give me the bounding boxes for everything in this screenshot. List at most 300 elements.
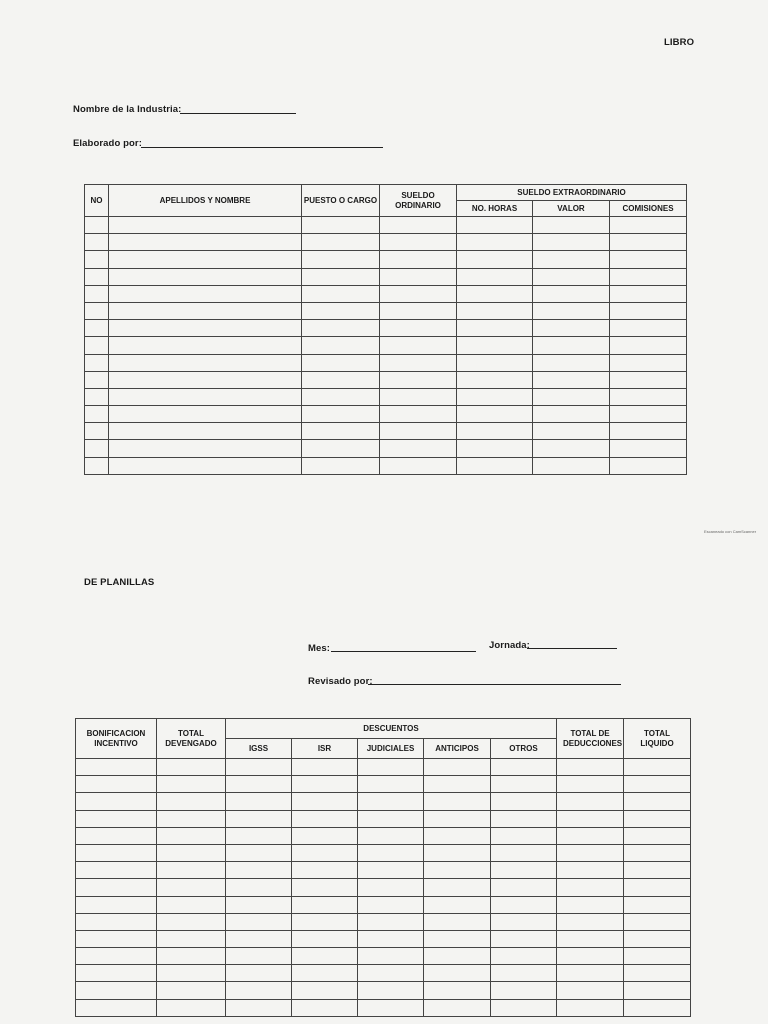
table-cell[interactable] <box>302 251 380 268</box>
table-cell[interactable] <box>85 320 109 337</box>
table-cell[interactable] <box>557 930 624 947</box>
table-row <box>76 827 691 844</box>
table-cell[interactable] <box>302 440 380 457</box>
table-cell[interactable] <box>380 268 457 285</box>
table-cell[interactable] <box>292 896 358 913</box>
table-cell[interactable] <box>157 965 226 982</box>
table-cell[interactable] <box>76 862 157 879</box>
table-cell[interactable] <box>157 827 226 844</box>
table-cell[interactable] <box>85 268 109 285</box>
de-planillas-title: DE PLANILLAS <box>84 577 155 588</box>
table-cell[interactable] <box>610 217 687 234</box>
industria-label: Nombre de la Industria: <box>73 104 182 115</box>
table-cell[interactable] <box>380 354 457 371</box>
table-cell[interactable] <box>157 862 226 879</box>
table-cell[interactable] <box>424 965 491 982</box>
col-apellidos: APELLIDOS Y NOMBRE <box>109 185 302 217</box>
table-cell[interactable] <box>226 948 292 965</box>
table-cell[interactable] <box>109 388 302 405</box>
table-cell[interactable] <box>358 982 424 999</box>
table-cell[interactable] <box>85 423 109 440</box>
table-cell[interactable] <box>424 999 491 1016</box>
table-cell[interactable] <box>610 285 687 302</box>
revisado-field[interactable] <box>368 684 621 685</box>
table-cell[interactable] <box>424 913 491 930</box>
table-cell[interactable] <box>424 844 491 861</box>
table-cell[interactable] <box>533 388 610 405</box>
table-cell[interactable] <box>358 793 424 810</box>
table-cell[interactable] <box>358 999 424 1016</box>
table-cell[interactable] <box>380 337 457 354</box>
table-row <box>76 896 691 913</box>
table-cell[interactable] <box>358 844 424 861</box>
table-cell[interactable] <box>358 879 424 896</box>
col-anticipos: ANTICIPOS <box>424 739 491 759</box>
table-cell[interactable] <box>302 406 380 423</box>
table-cell[interactable] <box>380 406 457 423</box>
table-cell[interactable] <box>76 913 157 930</box>
col-isr: ISR <box>292 739 358 759</box>
table-cell[interactable] <box>424 759 491 776</box>
table-cell[interactable] <box>76 982 157 999</box>
table-cell[interactable] <box>533 251 610 268</box>
table-cell[interactable] <box>624 776 691 793</box>
table-cell[interactable] <box>533 217 610 234</box>
table-cell[interactable] <box>292 793 358 810</box>
table-cell[interactable] <box>157 879 226 896</box>
table-cell[interactable] <box>557 810 624 827</box>
table-cell[interactable] <box>624 930 691 947</box>
table-cell[interactable] <box>624 999 691 1016</box>
table-cell[interactable] <box>157 759 226 776</box>
table-cell[interactable] <box>226 827 292 844</box>
table-cell[interactable] <box>109 457 302 474</box>
table-cell[interactable] <box>457 251 533 268</box>
table-cell[interactable] <box>457 217 533 234</box>
table-cell[interactable] <box>610 251 687 268</box>
col-no-horas: NO. HORAS <box>457 201 533 217</box>
table-cell[interactable] <box>76 827 157 844</box>
jornada-field[interactable] <box>527 648 617 649</box>
mes-label: Mes: <box>308 643 331 654</box>
table-cell[interactable] <box>457 423 533 440</box>
table-cell[interactable] <box>491 965 557 982</box>
table-cell[interactable] <box>358 862 424 879</box>
table-cell[interactable] <box>624 827 691 844</box>
table-cell[interactable] <box>85 251 109 268</box>
table-cell[interactable] <box>85 388 109 405</box>
table-row <box>85 302 687 319</box>
deductions-table-body <box>76 759 691 1017</box>
table-row <box>76 879 691 896</box>
table-cell[interactable] <box>624 965 691 982</box>
col-total-deducciones: TOTAL DE DEDUCCIONES <box>557 719 624 759</box>
table-cell[interactable] <box>457 285 533 302</box>
table-cell[interactable] <box>85 440 109 457</box>
table-cell[interactable] <box>292 862 358 879</box>
table-cell[interactable] <box>457 320 533 337</box>
table-cell[interactable] <box>76 776 157 793</box>
table-cell[interactable] <box>109 423 302 440</box>
table-cell[interactable] <box>109 320 302 337</box>
scanner-watermark: Escaneado con CamScanner <box>704 529 757 534</box>
table-cell[interactable] <box>491 862 557 879</box>
table-cell[interactable] <box>76 810 157 827</box>
table-cell[interactable] <box>226 810 292 827</box>
table-cell[interactable] <box>610 406 687 423</box>
table-cell[interactable] <box>624 759 691 776</box>
table-cell[interactable] <box>226 776 292 793</box>
table-cell[interactable] <box>457 440 533 457</box>
table-cell[interactable] <box>424 879 491 896</box>
table-cell[interactable] <box>292 844 358 861</box>
table-cell[interactable] <box>85 217 109 234</box>
deductions-table <box>75 718 691 1017</box>
table-cell[interactable] <box>610 371 687 388</box>
table-cell[interactable] <box>424 862 491 879</box>
table-cell[interactable] <box>491 896 557 913</box>
col-judiciales: JUDICIALES <box>358 739 424 759</box>
table-cell[interactable] <box>380 217 457 234</box>
col-sueldo-extra: SUELDO EXTRAORDINARIO <box>457 185 687 201</box>
table-row <box>76 810 691 827</box>
revisado-label: Revisado por: <box>308 676 373 687</box>
table-cell[interactable] <box>358 759 424 776</box>
table-cell[interactable] <box>76 844 157 861</box>
table-cell[interactable] <box>491 776 557 793</box>
table-cell[interactable] <box>109 302 302 319</box>
table-cell[interactable] <box>491 982 557 999</box>
table-row <box>85 354 687 371</box>
table-cell[interactable] <box>292 913 358 930</box>
col-sueldo-ordinario: SUELDO ORDINARIO <box>380 185 457 217</box>
employee-table <box>84 184 687 475</box>
table-row <box>85 234 687 251</box>
table-row <box>76 793 691 810</box>
table-cell[interactable] <box>380 285 457 302</box>
table-cell[interactable] <box>302 423 380 440</box>
table-cell[interactable] <box>533 234 610 251</box>
table-cell[interactable] <box>380 320 457 337</box>
table-cell[interactable] <box>358 810 424 827</box>
table-cell[interactable] <box>292 810 358 827</box>
table-cell[interactable] <box>358 827 424 844</box>
table-cell[interactable] <box>76 948 157 965</box>
table-cell[interactable] <box>302 268 380 285</box>
table-cell[interactable] <box>302 285 380 302</box>
table-cell[interactable] <box>610 388 687 405</box>
table-cell[interactable] <box>610 354 687 371</box>
table-cell[interactable] <box>226 930 292 947</box>
table-cell[interactable] <box>533 457 610 474</box>
table-cell[interactable] <box>358 913 424 930</box>
table-cell[interactable] <box>624 948 691 965</box>
table-cell[interactable] <box>610 440 687 457</box>
table-cell[interactable] <box>157 930 226 947</box>
table-cell[interactable] <box>457 388 533 405</box>
table-cell[interactable] <box>157 793 226 810</box>
table-cell[interactable] <box>292 982 358 999</box>
table-cell[interactable] <box>557 948 624 965</box>
table-cell[interactable] <box>557 999 624 1016</box>
col-comisiones: COMISIONES <box>610 201 687 217</box>
table-cell[interactable] <box>226 844 292 861</box>
table-row <box>76 913 691 930</box>
table-cell[interactable] <box>557 965 624 982</box>
table-cell[interactable] <box>109 371 302 388</box>
table-cell[interactable] <box>610 423 687 440</box>
table-cell[interactable] <box>302 354 380 371</box>
table-cell[interactable] <box>624 879 691 896</box>
table-cell[interactable] <box>157 913 226 930</box>
table-cell[interactable] <box>292 879 358 896</box>
table-cell[interactable] <box>109 285 302 302</box>
table-cell[interactable] <box>358 930 424 947</box>
table-cell[interactable] <box>380 440 457 457</box>
table-cell[interactable] <box>533 337 610 354</box>
elaborado-label: Elaborado por: <box>73 138 142 149</box>
table-cell[interactable] <box>76 879 157 896</box>
table-row <box>76 982 691 999</box>
table-cell[interactable] <box>292 930 358 947</box>
table-row <box>76 948 691 965</box>
table-cell[interactable] <box>491 844 557 861</box>
table-row <box>85 388 687 405</box>
table-cell[interactable] <box>424 982 491 999</box>
table-cell[interactable] <box>226 982 292 999</box>
table-row <box>85 268 687 285</box>
table-cell[interactable] <box>109 217 302 234</box>
table-row <box>85 423 687 440</box>
table-cell[interactable] <box>76 965 157 982</box>
table-cell[interactable] <box>624 982 691 999</box>
table-row <box>76 965 691 982</box>
table-cell[interactable] <box>226 999 292 1016</box>
table-cell[interactable] <box>302 234 380 251</box>
table-cell[interactable] <box>424 776 491 793</box>
table-cell[interactable] <box>358 896 424 913</box>
table-cell[interactable] <box>557 913 624 930</box>
table-cell[interactable] <box>557 862 624 879</box>
table-cell[interactable] <box>85 337 109 354</box>
table-cell[interactable] <box>557 776 624 793</box>
table-cell[interactable] <box>491 759 557 776</box>
table-cell[interactable] <box>157 776 226 793</box>
table-cell[interactable] <box>491 810 557 827</box>
jornada-label: Jornada: <box>489 640 530 651</box>
table-cell[interactable] <box>424 896 491 913</box>
table-cell[interactable] <box>358 965 424 982</box>
table-cell[interactable] <box>457 354 533 371</box>
table-row <box>85 285 687 302</box>
table-cell[interactable] <box>109 268 302 285</box>
table-cell[interactable] <box>610 268 687 285</box>
table-cell[interactable] <box>109 440 302 457</box>
table-cell[interactable] <box>302 371 380 388</box>
elaborado-field[interactable] <box>141 147 383 148</box>
table-cell[interactable] <box>226 879 292 896</box>
table-row <box>85 337 687 354</box>
table-cell[interactable] <box>491 948 557 965</box>
table-cell[interactable] <box>157 844 226 861</box>
col-otros: OTROS <box>491 739 557 759</box>
table-cell[interactable] <box>557 982 624 999</box>
table-cell[interactable] <box>380 234 457 251</box>
table-row <box>85 406 687 423</box>
col-total-devengado: TOTAL DEVENGADO <box>157 719 226 759</box>
table-cell[interactable] <box>109 337 302 354</box>
table-cell[interactable] <box>157 896 226 913</box>
table-cell[interactable] <box>457 234 533 251</box>
col-bonificacion: BONIFICACION INCENTIVO <box>76 719 157 759</box>
table-cell[interactable] <box>380 302 457 319</box>
table-cell[interactable] <box>85 457 109 474</box>
table-row <box>76 999 691 1016</box>
table-cell[interactable] <box>557 793 624 810</box>
table-cell[interactable] <box>226 965 292 982</box>
table-cell[interactable] <box>380 251 457 268</box>
table-cell[interactable] <box>557 844 624 861</box>
table-cell[interactable] <box>533 268 610 285</box>
table-cell[interactable] <box>292 759 358 776</box>
table-cell[interactable] <box>302 337 380 354</box>
table-cell[interactable] <box>457 457 533 474</box>
table-cell[interactable] <box>533 406 610 423</box>
table-cell[interactable] <box>491 930 557 947</box>
table-cell[interactable] <box>457 302 533 319</box>
table-cell[interactable] <box>424 948 491 965</box>
table-cell[interactable] <box>424 827 491 844</box>
table-cell[interactable] <box>157 982 226 999</box>
table-cell[interactable] <box>533 302 610 319</box>
table-cell[interactable] <box>624 793 691 810</box>
table-cell[interactable] <box>491 793 557 810</box>
table-cell[interactable] <box>491 913 557 930</box>
table-cell[interactable] <box>85 234 109 251</box>
col-descuentos: DESCUENTOS <box>226 719 557 739</box>
table-cell[interactable] <box>533 285 610 302</box>
table-cell[interactable] <box>109 354 302 371</box>
table-row <box>76 844 691 861</box>
table-cell[interactable] <box>292 999 358 1016</box>
table-cell[interactable] <box>557 896 624 913</box>
table-cell[interactable] <box>226 862 292 879</box>
table-cell[interactable] <box>85 371 109 388</box>
table-cell[interactable] <box>109 234 302 251</box>
libro-title: LIBRO <box>664 37 695 48</box>
table-cell[interactable] <box>76 793 157 810</box>
table-cell[interactable] <box>424 793 491 810</box>
table-cell[interactable] <box>557 759 624 776</box>
col-total-liquido: TOTAL LIQUIDO <box>624 719 691 759</box>
table-cell[interactable] <box>533 423 610 440</box>
table-cell[interactable] <box>380 388 457 405</box>
table-cell[interactable] <box>380 457 457 474</box>
table-cell[interactable] <box>457 371 533 388</box>
table-cell[interactable] <box>624 844 691 861</box>
table-row <box>76 776 691 793</box>
table-cell[interactable] <box>533 371 610 388</box>
table-cell[interactable] <box>226 913 292 930</box>
table-cell[interactable] <box>424 810 491 827</box>
table-cell[interactable] <box>76 930 157 947</box>
table-cell[interactable] <box>380 371 457 388</box>
table-cell[interactable] <box>157 999 226 1016</box>
table-cell[interactable] <box>624 913 691 930</box>
table-cell[interactable] <box>557 827 624 844</box>
table-cell[interactable] <box>226 759 292 776</box>
table-cell[interactable] <box>302 320 380 337</box>
table-cell[interactable] <box>292 827 358 844</box>
table-cell[interactable] <box>358 948 424 965</box>
table-cell[interactable] <box>557 879 624 896</box>
table-cell[interactable] <box>491 827 557 844</box>
table-cell[interactable] <box>109 406 302 423</box>
table-cell[interactable] <box>491 879 557 896</box>
table-cell[interactable] <box>457 268 533 285</box>
table-cell[interactable] <box>424 930 491 947</box>
table-cell[interactable] <box>292 776 358 793</box>
table-cell[interactable] <box>226 793 292 810</box>
table-row <box>85 320 687 337</box>
table-cell[interactable] <box>226 896 292 913</box>
table-row <box>85 251 687 268</box>
table-cell[interactable] <box>491 999 557 1016</box>
table-cell[interactable] <box>533 440 610 457</box>
table-cell[interactable] <box>85 285 109 302</box>
employee-table-body <box>85 217 687 475</box>
table-cell[interactable] <box>292 965 358 982</box>
table-cell[interactable] <box>358 776 424 793</box>
table-cell[interactable] <box>610 234 687 251</box>
table-cell[interactable] <box>533 354 610 371</box>
table-cell[interactable] <box>85 406 109 423</box>
table-row <box>85 371 687 388</box>
table-row <box>76 862 691 879</box>
table-cell[interactable] <box>610 337 687 354</box>
table-cell[interactable] <box>76 896 157 913</box>
table-cell[interactable] <box>380 423 457 440</box>
table-cell[interactable] <box>85 302 109 319</box>
mes-field[interactable] <box>331 651 476 652</box>
table-cell[interactable] <box>85 354 109 371</box>
table-row <box>85 440 687 457</box>
table-cell[interactable] <box>302 302 380 319</box>
table-cell[interactable] <box>610 457 687 474</box>
col-no: NO <box>85 185 109 217</box>
table-cell[interactable] <box>610 320 687 337</box>
table-cell[interactable] <box>157 810 226 827</box>
table-cell[interactable] <box>624 862 691 879</box>
table-cell[interactable] <box>292 948 358 965</box>
table-cell[interactable] <box>302 457 380 474</box>
table-cell[interactable] <box>457 337 533 354</box>
table-cell[interactable] <box>157 948 226 965</box>
table-cell[interactable] <box>457 406 533 423</box>
table-cell[interactable] <box>109 251 302 268</box>
industria-field[interactable] <box>180 113 296 114</box>
table-cell[interactable] <box>610 302 687 319</box>
table-cell[interactable] <box>624 810 691 827</box>
table-cell[interactable] <box>533 320 610 337</box>
table-row <box>76 759 691 776</box>
table-cell[interactable] <box>624 896 691 913</box>
table-cell[interactable] <box>76 759 157 776</box>
table-cell[interactable] <box>76 999 157 1016</box>
table-cell[interactable] <box>302 388 380 405</box>
table-row <box>85 217 687 234</box>
table-cell[interactable] <box>302 217 380 234</box>
